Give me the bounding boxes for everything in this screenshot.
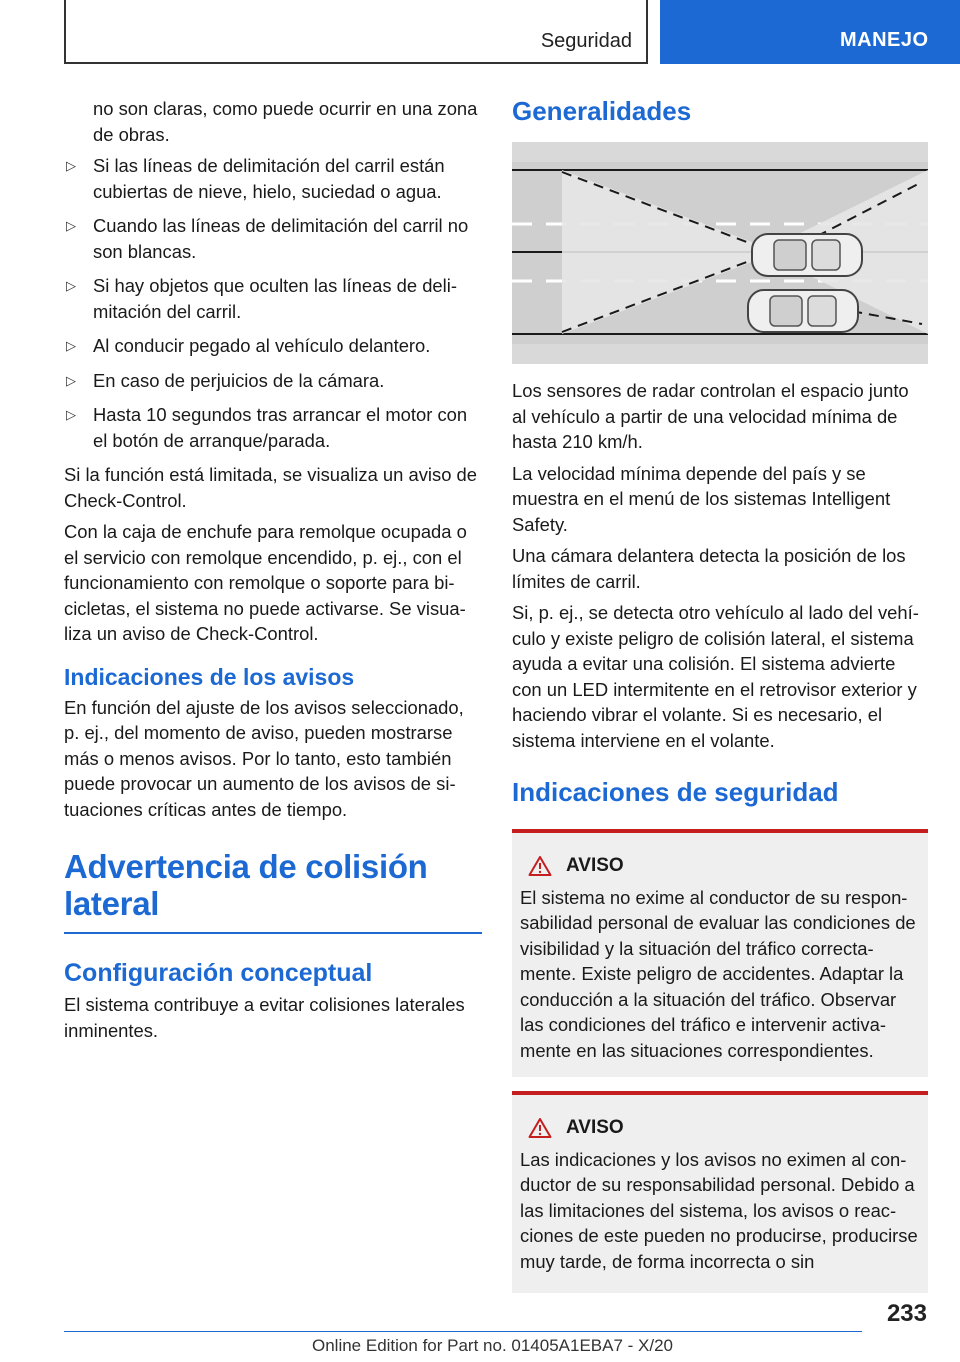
bullet-continuation: no son claras, como puede ocurrir en una zona de obras. [93, 98, 478, 145]
triangle-bullet-icon: ▷ [66, 338, 76, 353]
warning-triangle-icon [528, 1117, 552, 1139]
list-item [64, 333, 482, 359]
list-item-text: Si las líneas de delimitación del carril están cubiertas de nieve, hielo, suciedad o agua. [93, 155, 445, 202]
list-item-text: Al conducir pegado al vehículo delantero. [93, 335, 431, 356]
list-item-text: Hasta 10 segundos tras arrancar el motor con el botón de arranque/parada. [93, 404, 468, 451]
paragraph-camera: Una cámara delantera detecta la posición de los límites de carril. [512, 545, 906, 592]
triangle-bullet-icon: ▷ [66, 407, 76, 422]
triangle-bullet-icon: ▷ [66, 158, 76, 173]
list-item [64, 213, 482, 264]
heading-safety: Indicaciones de seguridad [512, 777, 839, 807]
paragraph-concept: El sistema contribuye a evitar colisiones laterales inminentes. [64, 994, 465, 1041]
header-chapter-tab[interactable] [660, 0, 960, 64]
heading-concept: Configuración conceptual [64, 959, 373, 987]
warning-box [512, 829, 928, 1077]
warning-text: Las indicaciones y los avisos no eximen al conductor de su responsabilidad personal. Debido a las limitaciones del sistema, los avisos o reacciones de este pueden no producirse, producirse muy tarde, de forma incorrecta o sin [520, 1148, 918, 1272]
heading-rule [64, 932, 482, 934]
footer-rule [64, 1331, 862, 1332]
page-number: 233 [886, 1300, 927, 1327]
triangle-bullet-icon: ▷ [66, 218, 76, 233]
list-item-text: En caso de perjuicios de la cámara. [93, 369, 385, 391]
paragraph-trailer: Con la caja de enchufe para remolque ocupada o el servicio con remolque encendido, p. ej., con el funcionamiento con remolque o soporte para bicicletas, el sistema no puede activarse. Se visualiza un aviso de Check-Control. [64, 521, 467, 644]
heading-side-collision: Advertencia de colisión lateral [64, 848, 428, 922]
heading-general: Generalidades [512, 96, 692, 126]
warning-box [512, 1091, 928, 1293]
list-item [64, 402, 482, 453]
warning-title: AVISO [566, 1117, 624, 1138]
paragraph-limited: Si la función está limitada, se visualiza un aviso de Check-Control. [64, 464, 477, 511]
warning-triangle-icon [528, 855, 552, 877]
triangle-bullet-icon: ▷ [66, 278, 76, 293]
paragraph-warnings: En función del ajuste de los avisos seleccionado, p. ej., del momento de aviso, pueden mostrarse más o menos avisos. Por lo tanto, esto también puede provocar un aumento de los avisos de situaciones críticas antes de tiempo. [64, 696, 464, 820]
list-item [64, 153, 482, 204]
warning-title: AVISO [566, 855, 624, 876]
right-column [512, 96, 928, 1307]
list-item [64, 273, 482, 324]
header-section-box [64, 0, 648, 64]
left-column [64, 96, 482, 1049]
list-item-text: Si hay objetos que oculten las líneas de delimitación del carril. [93, 275, 457, 322]
lane-radar-illustration [512, 142, 928, 364]
paragraph-intervention: Si, p. ej., se detecta otro vehículo al lado del vehículo y existe peligro de colisión lateral, el sistema ayuda a evitar una colisión. El sistema advierte con un LED intermitente en el retrovisor exterior y haciendo vibrar el volante. Si es necesario, el sistema interviene en el volante. [512, 602, 919, 751]
warning-text: El sistema no exime al conductor de su responsabilidad personal de evaluar las condiciones de visibilidad y la situación del tráfico correctamente. Existe peligro de accidentes. Adaptar la conducción a la situación del tráfico. Observar las condiciones del tráfico e intervenir activamente en las situaciones correspondientes. [520, 886, 916, 1061]
list-item [64, 368, 482, 394]
paragraph-speed: La velocidad mínima depende del país y se muestra en el menú de los sistemas Intelligent Safety. [512, 462, 891, 535]
paragraph-radar: Los sensores de radar controlan el espacio junto al vehículo a partir de una velocidad mínima de hasta 210 km/h. [512, 380, 909, 452]
header-section-title: Seguridad [540, 30, 632, 52]
header-chapter-label: MANEJO [840, 29, 929, 51]
list-item-text: Cuando las líneas de delimitación del carril no son blancas. [93, 215, 469, 262]
heading-warnings: Indicaciones de los avisos [64, 663, 355, 690]
footer-edition: Online Edition for Part no. 01405A1EBA7 - X/20 [312, 1336, 674, 1355]
triangle-bullet-icon: ▷ [66, 372, 76, 388]
